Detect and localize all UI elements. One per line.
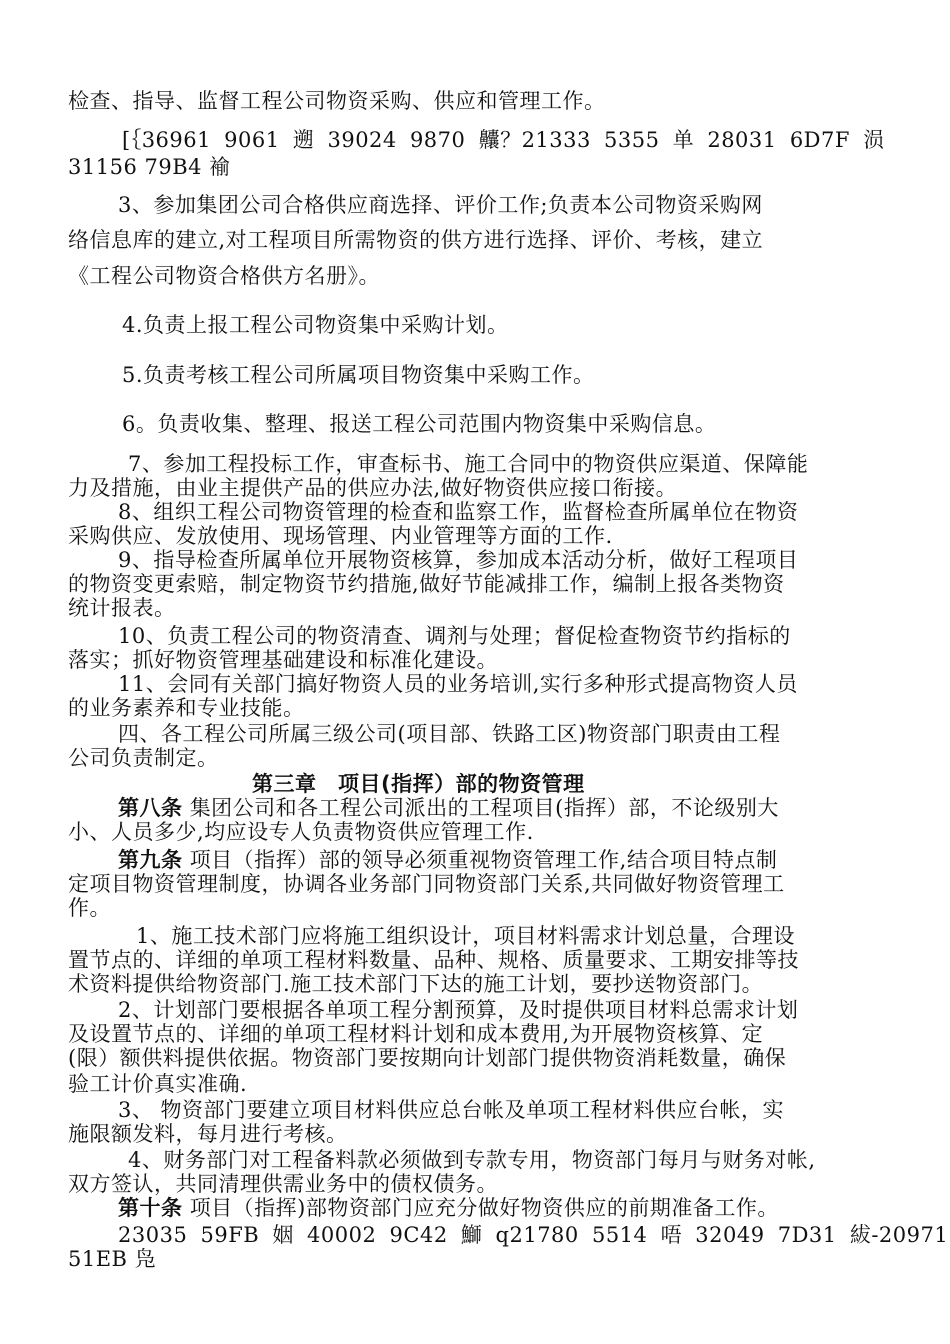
chapter-heading: 第三章 项目(指挥）部的物资管理 xyxy=(252,772,585,796)
text-line: 6。负责收集、整理、报送工程公司范围内物资集中采购信息。 xyxy=(122,412,717,436)
text-line: 统计报表。 xyxy=(68,596,176,620)
article-text: 项目（指挥)部物资部门应充分做好物资供应的前期准备工作。 xyxy=(189,1196,779,1220)
article-label: 第十条 xyxy=(118,1196,183,1220)
text-line: [｛36961 9061 遡 39024 9870 齉？21333 5355 单 28031 6D7F 涢 xyxy=(122,128,885,152)
text-line: 7、参加工程投标工作，审查标书、施工合同中的物资供应渠道、保障能 xyxy=(128,452,809,476)
text-line: 双方签认，共同清理供需业务中的债权债务。 xyxy=(68,1172,498,1196)
article-text: 项目（指挥）部的领导必须重视物资管理工作,结合项目特点制 xyxy=(189,848,778,872)
text-line: 四、各工程公司所属三级公司(项目部、铁路工区)物资部门职责由工程 xyxy=(118,722,781,746)
article-text: 集团公司和各工程公司派出的工程项目(指挥）部，不论级别大 xyxy=(189,796,779,820)
text-line: 的业务素养和专业技能。 xyxy=(68,696,305,720)
text-line: 2、计划部门要根据各单项工程分割预算，及时提供项目材料总需求计划 xyxy=(118,998,799,1022)
text-line: 公司负责制定。 xyxy=(68,746,219,770)
text-line: 检查、指导、监督工程公司物资采购、供应和管理工作。 xyxy=(68,89,606,113)
text-line: 力及措施，由业主提供产品的供应办法,做好物资供应接口衔接。 xyxy=(68,476,678,500)
text-line: 定项目物资管理制度，协调各业务部门同物资部门关系,共同做好物资管理工 xyxy=(68,872,785,896)
text-line: 验工计价真实准确. xyxy=(68,1072,248,1096)
text-line: 小、人员多少,均应设专人负责物资供应管理工作. xyxy=(68,820,534,844)
text-line: 51EB 凫 xyxy=(68,1247,157,1271)
text-line: 施限额发料，每月进行考核。 xyxy=(68,1122,348,1146)
text-line: (限）额供料提供依据。物资部门要按期向计划部门提供物资消耗数量，确保 xyxy=(68,1046,787,1070)
text-line: 落实；抓好物资管理基础建设和标准化建设。 xyxy=(68,648,498,672)
article-label: 第九条 xyxy=(118,848,183,872)
text-line: 术资料提供给物资部门.施工技术部门下达的施工计划，要抄送物资部门。 xyxy=(68,972,764,996)
text-line: 31156 79B4 褕 xyxy=(68,155,231,179)
article-label: 第八条 xyxy=(118,796,183,820)
text-line: 23035 59FB 姻 40002 9C42 鰤 q21780 5514 唔 32049 7D31 紱-20971 xyxy=(118,1223,949,1247)
article-line xyxy=(118,1195,950,1221)
text-line: 采购供应、发放使用、现场管理、内业管理等方面的工作. xyxy=(68,524,613,548)
text-line: 10、负责工程公司的物资清查、调剂与处理；督促检查物资节约指标的 xyxy=(118,624,791,648)
text-line: 及设置节点的、详细的单项工程材料计划和成本费用,为开展物资核算、定 xyxy=(68,1022,764,1046)
text-line: 5.负责考核工程公司所属项目物资集中采购工作。 xyxy=(122,363,595,387)
text-line: 1、施工技术部门应将施工组织设计，项目材料需求计划总量，合理设 xyxy=(136,924,795,948)
text-line: 3、 物资部门要建立项目材料供应总台帐及单项工程材料供应台帐，实 xyxy=(118,1098,785,1122)
text-line: 置节点的、详细的单项工程材料数量、品种、规格、质量要求、工期安排等技 xyxy=(68,948,799,972)
text-line: 作。 xyxy=(68,896,111,920)
text-line: 络信息库的建立,对工程项目所需物资的供方进行选择、评价、考核，建立 xyxy=(68,228,764,252)
text-line: 4、财务部门对工程备料款必须做到专款专用，物资部门每月与财务对帐, xyxy=(128,1148,816,1172)
text-line: 11、会同有关部门搞好物资人员的业务培训,实行多种形式提高物资人员 xyxy=(118,672,798,696)
text-line: 8、组织工程公司物资管理的检查和监察工作，监督检查所属单位在物资 xyxy=(118,500,799,524)
text-line: 4.负责上报工程公司物资集中采购计划。 xyxy=(122,313,509,337)
text-line: 9、指导检查所属单位开展物资核算，参加成本活动分析，做好工程项目 xyxy=(118,548,799,572)
text-line: 3、参加集团公司合格供应商选择、评价工作;负责本公司物资采购网 xyxy=(118,193,763,217)
text-line: 《工程公司物资合格供方名册》。 xyxy=(68,264,380,288)
article-line xyxy=(118,795,950,821)
text-line: 的物资变更索赔，制定物资节约措施,做好节能减排工作，编制上报各类物资 xyxy=(68,572,785,596)
article-line xyxy=(118,847,950,873)
